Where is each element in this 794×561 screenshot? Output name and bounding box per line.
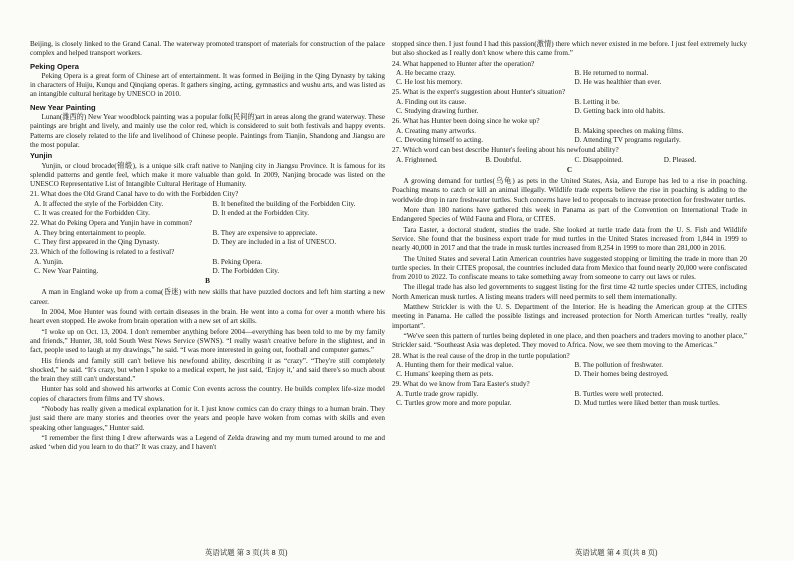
passage-paragraph: “We've seen this pattern of turtles being depleted in one place, and then poachers and traders moving to another place,” Strickler said. “Southeast Asia was depleted. They moved to Africa. Now, we see them moving to the Americas.” bbox=[392, 331, 747, 350]
passage-paragraph: The illegal trade has also led governments to suggest listing for the first time 42 turtle species under CITES, including North American musk turtles. A listing means traders will need permits to sell them internationally. bbox=[392, 283, 747, 301]
option-d: D. It ended at the Forbidden City. bbox=[212, 209, 310, 218]
option-b: B. They are expensive to appreciate. bbox=[212, 228, 318, 237]
passage-paragraph: More than 180 nations have gathered this week in Panama as part of the Convention on International Trade in Endangered Species of Wild Fauna and Flora, or CITES. bbox=[392, 206, 747, 224]
option-b: B. He returned to normal. bbox=[574, 68, 649, 77]
option-c: C. Devoting himself to acting. bbox=[396, 135, 484, 144]
section-body-yunjin: Yunjin, or cloud brocade(锦缎), is a unique silk craft native to Nanjing city in Jiangsu Province. It is famous for its splendid patterns and gentle feel, which make it more valuable than gold. In 2009, Nanjing brocade was listed on the UNESCO Representative List of Intangible Cultural Heritage of Humanity. bbox=[30, 161, 385, 189]
passage-paragraph: In 2004, Moe Hunter was found with certain diseases in the brain. He went into a coma for over a month where his heart even stopped. He awoke from brain operation with a new set of art skills. bbox=[30, 308, 385, 326]
section-title-new-year-painting: New Year Painting bbox=[30, 102, 96, 112]
passage-paragraph: Matthew Strickler is with the U. S. Department of the Interior. He is heading the American group at the CITES meeting in Panama. He called the possible listings and increased protection for North American turtles “really, really important”. bbox=[392, 303, 747, 330]
passage-letter-c: C bbox=[566, 165, 573, 174]
option-a: A. Yunjin. bbox=[34, 257, 64, 266]
passage-paragraph: A growing demand for turtles(乌龟) as pets in the United States, Asia, and Europe has led to a rise in poaching. Poaching means to catch or kill an animal illegally. Wildlife trade experts believe the rise in poaching is adding to the worldwide drop in rare freshwater turtles. Such concerns have led to proposals to increase protection for freshwater turtles. bbox=[392, 177, 747, 204]
option-c: C. Turtles grow more and more popular. bbox=[396, 398, 512, 407]
question-21 bbox=[30, 190, 385, 218]
option-a: A. It affected the style of the Forbidden City. bbox=[34, 199, 164, 208]
option-b: B. The pollution of freshwater. bbox=[574, 360, 663, 369]
option-c: C. Humans' keeping them as pets. bbox=[396, 370, 494, 379]
question-27 bbox=[392, 146, 747, 165]
section-title-peking-opera: Peking Opera bbox=[30, 61, 79, 71]
continued-paragraph: stopped since then. I just found I had this passion(激情) there which never existed in me before. I just feel extremely lucky but also shocked as I really don't know where this came from.” bbox=[392, 40, 747, 58]
page-footer-right: 英语试题 第 4 页(共 8 页) bbox=[575, 548, 658, 557]
option-b: B. It benefited the building of the Forbidden City. bbox=[212, 199, 356, 208]
question-text: 21. What does the Old Grand Canal have to do with the Forbidden City? bbox=[30, 190, 239, 199]
passage-paragraph: “I remember the first thing I drew afterwards was a Legend of Zelda drawing and my mum turned around to me and asked ‘when did you learn to do that?’ It was crazy, and I haven't bbox=[30, 433, 385, 452]
question-text: 26. What has Hunter been doing since he woke up? bbox=[392, 117, 540, 126]
section-body-new-year-painting: Lunan(潍西的) New Year woodblock painting was a popular folk(民间的)art in areas along the grand waterway. These paintings are bright and lively, and mainly use the color red, which is considered to suit both festivals and happy events. Patterns are closely related to the life and livelihood of Chinese people. Paintings from Tianjin, Shandong and Jiangsu are the most popular. bbox=[30, 113, 385, 149]
passage-paragraph: The United States and several Latin American countries have suggested stopping or limiting the trade in more than 20 turtle species. In their CITES proposal, the countries included data from Mexico that found nearly 20,000 were confiscated from 2010 to 2022. To confiscate means to take something away from someone to carry out laws or rules. bbox=[392, 254, 747, 282]
question-29 bbox=[392, 380, 747, 408]
passage-paragraph: Tara Easter, a doctoral student, studies the trade. She looked at turtle trade data from the U. S. Fish and Wildlife Service. She found that the business export trade for mud turtles in the United States increased from 1,844 in 1999 to nearly 40,000 in 2017 and that the trade in musk turtles increased from 8,254 in 1999 to more than 281,000 in 2016. bbox=[392, 225, 747, 253]
passage-paragraph: A man in England woke up from a coma(昏迷) with new skills that have puzzled doctors and left him starting a new career. bbox=[30, 288, 385, 306]
option-c: C. They first appeared in the Qing Dynasty. bbox=[34, 237, 160, 246]
question-26 bbox=[392, 117, 747, 145]
passage-paragraph: Hunter has sold and showed his artworks at Comic Con events across the country. He builds complex life-size model copies of characters from films and TV shows. bbox=[30, 385, 385, 403]
option-b: B. Making speeches on making films. bbox=[574, 126, 684, 135]
question-text: 29. What do we know from Tara Easter's study? bbox=[392, 380, 530, 389]
question-25 bbox=[392, 88, 747, 116]
option-d: D. Pleased. bbox=[663, 155, 697, 164]
option-b: B. Letting it be. bbox=[574, 97, 620, 106]
question-text: 27. Which word can best describe Hunter's feeling about his newfound ability? bbox=[392, 146, 619, 155]
option-c: C. New Year Painting. bbox=[34, 266, 99, 275]
option-b: B. Doubtful. bbox=[485, 155, 522, 164]
option-d: D. Attending TV programs regularly. bbox=[574, 135, 681, 144]
question-text: 22. What do Peking Opera and Yunjin have in common? bbox=[30, 219, 193, 228]
question-text: 24. What happened to Hunter after the operation? bbox=[392, 59, 535, 68]
option-b: B. Peking Opera. bbox=[212, 257, 263, 266]
option-c: C. Disappointed. bbox=[574, 155, 624, 164]
question-24 bbox=[392, 60, 747, 88]
question-text: 25. What is the expert's suggestion about Hunter's situation? bbox=[392, 88, 566, 97]
section-body-peking-opera: Peking Opera is a great form of Chinese art of entertainment. It was formed in Beijing in the Qing Dynasty by taking in characters of Huiju, Kunqu and Qinqiang operas. It gathers singing, acting, gymnastics and wushu arts, and was listed as an intangible cultural heritage by UNESCO in 2010. bbox=[30, 71, 385, 99]
left-column bbox=[30, 40, 385, 453]
section-title-yunjin: Yunjin bbox=[30, 151, 53, 161]
question-28 bbox=[392, 352, 747, 380]
passage-paragraph: “Nobody has really given a medical explanation for it. I just know comics can do crazy things to a human brain. They just said there are many stories and theories over the years and people have woken from comas with skills and even speaking other languages,” Hunter said. bbox=[30, 404, 385, 432]
option-a: A. Finding out its cause. bbox=[396, 97, 467, 106]
option-d: D. Their homes being destroyed. bbox=[574, 370, 669, 379]
option-d: D. The Forbidden City. bbox=[212, 266, 280, 275]
option-d: D. They are included in a list of UNESCO. bbox=[212, 237, 337, 246]
option-d: D. Mud turtles were liked better than musk turtles. bbox=[574, 398, 720, 407]
option-a: A. Creating many artworks. bbox=[396, 126, 477, 135]
option-a: A. Turtle trade grow rapidly. bbox=[396, 389, 479, 398]
question-text: 28. What is the real cause of the drop in the turtle population? bbox=[392, 351, 570, 360]
page-footer-left: 英语试题 第 3 页(共 8 页) bbox=[205, 548, 288, 557]
option-d: D. Getting back into old habits. bbox=[574, 107, 665, 116]
option-c: C. Studying drawing further. bbox=[396, 107, 479, 116]
right-column bbox=[392, 40, 747, 408]
intro-paragraph: Beijing, is closely linked to the Grand Canal. The waterway promoted transport of materials for construction of the palace complex and helped transport workers. bbox=[30, 40, 385, 58]
option-d: D. He was healthier than ever. bbox=[574, 78, 662, 87]
option-a: A. Frightened. bbox=[396, 155, 438, 164]
passage-letter-b: B bbox=[205, 277, 210, 286]
question-22 bbox=[30, 219, 385, 247]
question-text: 23. Which of the following is related to a festival? bbox=[30, 248, 175, 257]
option-a: A. They bring entertainment to people. bbox=[34, 228, 146, 237]
option-c: C. It was created for the Forbidden City. bbox=[34, 209, 150, 218]
question-23 bbox=[30, 248, 385, 276]
option-a: A. He became crazy. bbox=[396, 68, 456, 77]
passage-paragraph: His friends and family still can't believe his newfound ability, describing it as “crazy”. “They're still completely shocked,” he said. “It's crazy, but when I spoke to a medical expert, he just said, ‘Enjoy it,’ and said there's so much about the brain they still can't understand.” bbox=[30, 356, 385, 384]
option-a: A. Hunting them for their medical value. bbox=[396, 360, 514, 369]
option-b: B. Turtles were well protected. bbox=[574, 389, 664, 398]
passage-paragraph: “I woke up on Oct. 13, 2004. I don't remember anything before 2004—everything has been told to me by my family and friends,” Hunter, 38, told South West News Service (SWNS). “I really wasn't creative before in the slightest, and in fact, people used to laugh at my drawings,” he said. “I was more interested in going out, football and computer games.” bbox=[30, 327, 385, 355]
option-c: C. He lost his memory. bbox=[396, 78, 463, 87]
